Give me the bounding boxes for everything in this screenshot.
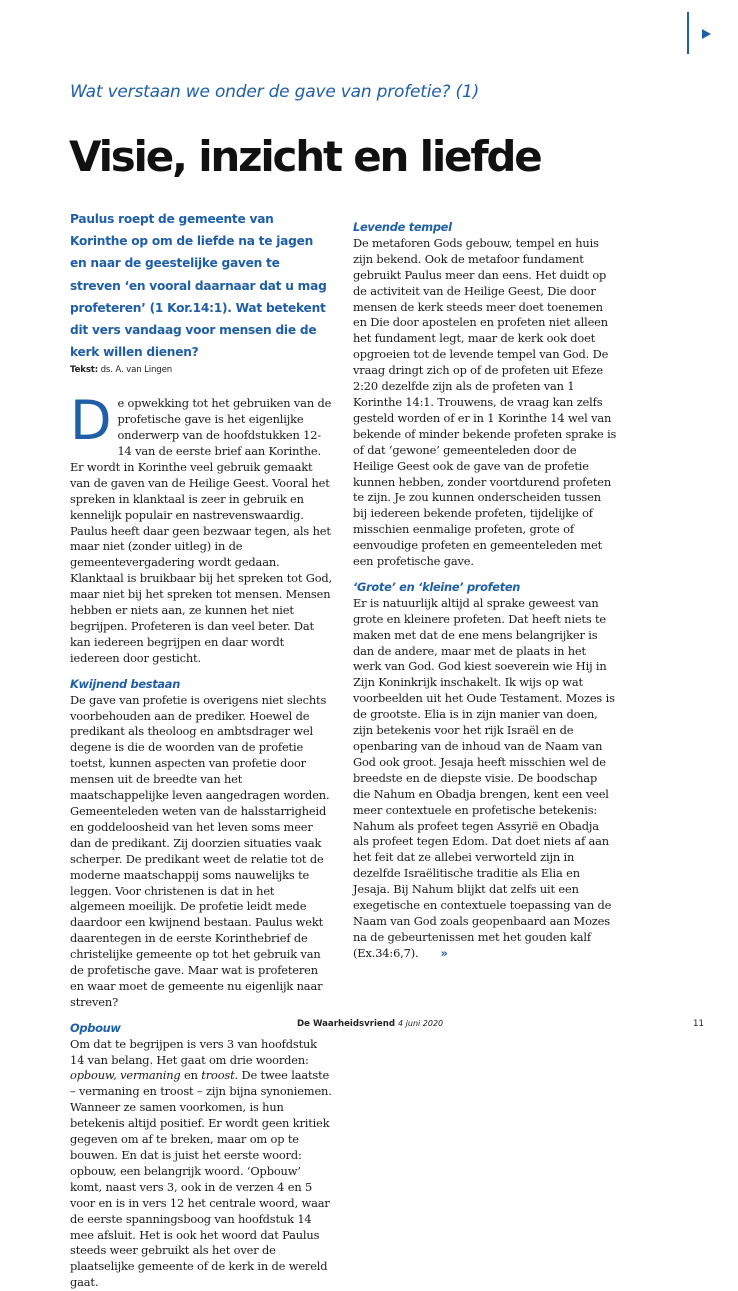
drop-cap: D <box>70 389 112 453</box>
publication-name: De Waarheidsvriend <box>297 1019 396 1029</box>
subhead-opbouw: Opbouw <box>70 1020 121 1035</box>
paragraph-kwijnend: De gave van profetie is overigens niet slechts voorbehouden aan de prediker. Hoewel de predikant als theoloog en ambtsdrager wel degene is die de woorden van de profetie toetst, kunnen aspecten van profetie door mensen uit de breedte van het maatschappelijke leven aangedragen worden. Gemeenteleden weten van de halsstarrigheid en goddeloosheid van het leven soms meer dan de predikant. Zij doorzien situaties vaak scherper. De predikant weet de relatie tot de moderne maatschappij soms nauwelijks te leggen. Voor christenen is dat in het algemeen moeilijk. De profetie leidt mede daardoor een kwijnend bestaan. Paulus wekt daarentegen in de eerste Korinthebrief de christelijke gemeente op tot het gebruik van de profetische gave. Maar wat is profeteren en waar moet de gemeente nu eigenlijk naar streven? <box>70 692 330 1009</box>
opbouw-text-c: . De twee laatste – vermaning en troost – zijn bijna synoniemen. Wanneer ze samen voorkomen, is hun betekenis altijd positief. Er wordt geen kritiek gegeven om af te breken, maar om op te bouwen. En dat is juist het eerste woord: opbouw, een belangrijk woord. ‘Opbouw’ komt, naast vers 3, ook in de verzen 4 en 5 voor en is in vers 12 het centrale woord, waar de eerste spanningsboog van hoofdstuk 14 mee afsluit. Het is ook het woord dat Paulus steeds weer gebruikt als het over de plaatselijke gemeente of de kerk in de wereld gaat. <box>70 1068 332 1290</box>
subhead-kwijnend: Kwijnend bestaan <box>70 676 181 691</box>
play-arrow-icon[interactable] <box>702 29 711 39</box>
intro-paragraph-2: Paulus heeft daar geen bezwaar tegen, als het maar niet (zonder uitleg) in de gemeentevergadering wordt gedaan. Klanktaal is bruikbaar bij het spreken tot God, maar niet bij het spreken tot mensen. Mensen hebben er niets aan, ze kunnen het niet begrijpen. Profeteren is dan veel beter. Dat kan iedereen begrijpen en daar wordt iedereen door gesticht. <box>70 523 333 665</box>
page-number: 11 <box>693 1019 704 1029</box>
paragraph-opbouw <box>70 1037 332 1291</box>
subhead-grote: ‘Grote’ en ‘kleine’ profeten <box>353 579 521 594</box>
right-column <box>353 210 617 962</box>
publication-date: 4 juni 2020 <box>398 1019 444 1028</box>
byline <box>70 363 332 379</box>
intro-section <box>70 389 333 666</box>
footer-publication <box>297 1019 443 1029</box>
intro-paragraph: e opwekking tot het gebruiken van de profetische gave is het eigenlijke onderwerp van de hoofdstukken 12-14 van de eerste brief aan Korinthe. Er wordt in Korinthe veel gebruik gemaakt van de gaven van de Heilige Geest. Vooral het spreken in klanktaal is zeer in gebruik en kennelijk populair en nastrevenswaardig. <box>70 396 332 522</box>
byline-label: Tekst: <box>70 365 99 376</box>
paragraph-tempel: De metaforen Gods gebouw, tempel en huis zijn bekend. Ook de metafoor fundament gebruikt Paulus meer dan eens. Het duidt op de activiteit van de Heilige Geest, Die door mensen de kerk steeds meer doet toenemen en Die door apostelen en profeten niet alleen het fundament legt, maar de kerk ook doet opgroeien tot de levende tempel van God. De vraag dringt zich op of de profeten uit Efeze 2:20 dezelfde zijn als de profeten van 1 Korinthe 14:1. Trouwens, de vraag kan zelfs gesteld worden of er in 1 Korinthe 14 wel van bekende of minder bekende profeten sprake is of dat ‘gewone’ gemeenteleden door de Heilige Geest ook de gave van de profetie kunnen hebben, zonder voortdurend profeten te zijn. Je zou kunnen onderscheiden tussen bij iedereen bekende profeten, tijdelijke of misschien eenmalige profeten, grote of eenvoudige profeten en gemeenteleden met een profetische gave. <box>353 235 617 569</box>
subhead-tempel: Levende tempel <box>353 220 452 234</box>
left-column <box>70 208 332 1291</box>
nav-divider <box>687 12 689 54</box>
opbouw-text-a: Om dat te begrijpen is vers 3 van hoofdstuk 14 van belang. Het gaat om drie woorden: <box>70 1036 317 1067</box>
grote-text: Er is natuurlijk altijd al sprake geweest van grote en kleinere profeten. Dat heeft niets te maken met dat de ene mens belangrijker is dan de andere, maar met de plaats in het werk van God. God kiest soeverein wie Hij in Zijn Koninkrijk inschakelt. Ik wijs op wat voorbeelden uit het Oude Testament. Mozes is de grootste. Elia is in zijn manier van doen, zijn betekenis voor het rijk Israël en de openbaring van de inhoud van de Naam van God ook groot. Jesaja heeft misschien wel de breedste en de diepste visie. De boodschap die Nahum en Obadja brengen, kent een veel meer contextuele en profetische betekenis: Nahum als profeet tegen Assyrië en Obadja als profeet tegen Edom. Dat doet niets af aan het feit dat ze allebei verworteld zijn in dezelfde Israëlitische traditie als Elia en Jesaja. Bij Nahum blijkt dat zelfs uit een exegetische en contextuele toepassing van de Naam van God zoals geopenbaard aan Mozes na de gebeurtenissen met het gouden kalf (Ex.34:6,7). <box>353 595 615 960</box>
opbouw-emphasis-2: troost <box>201 1068 235 1083</box>
lead-paragraph: Paulus roept de gemeente van Korinthe op om de liefde na te jagen en naar de geestelijke gaven te streven ‘en vooral daarnaar dat u mag profeteren’ (1 Kor.14:1). Wat betekent dit vers vandaag voor mensen die de kerk willen dienen? <box>70 212 327 360</box>
opbouw-emphasis-1: opbouw, vermaning <box>70 1068 181 1083</box>
opbouw-text-b: en <box>180 1068 202 1083</box>
paragraph-grote <box>353 596 617 962</box>
continue-icon: » <box>440 945 448 960</box>
series-title: Wat verstaan we onder de gave van profetie? (1) <box>70 82 480 102</box>
article-title: Visie, inzicht en liefde <box>69 132 541 181</box>
byline-author: ds. A. van Lingen <box>100 365 173 376</box>
